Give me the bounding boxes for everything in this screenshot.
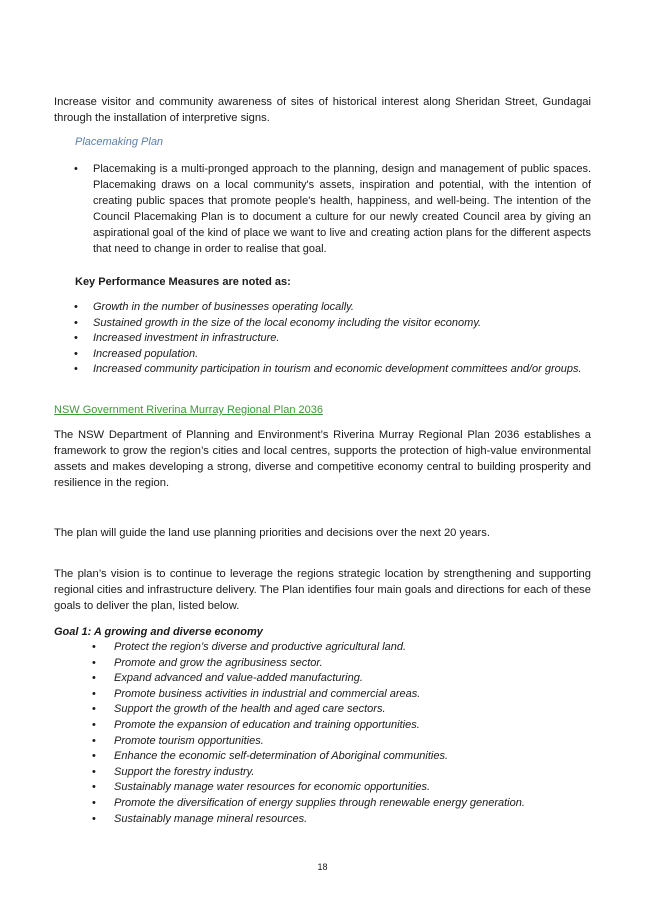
bullet-icon: •: [92, 796, 96, 809]
goal-1-heading: Goal 1: A growing and diverse economy: [54, 626, 263, 638]
bullet-icon: •: [74, 301, 78, 313]
bullet-icon: •: [74, 363, 78, 376]
bullet-icon: •: [92, 672, 96, 685]
list-item: • Protect the region’s diverse and productive agricultural land.: [114, 640, 604, 656]
placemaking-text: Placemaking is a multi-pronged approach to the planning, design and management of public spaces. Placemaking draws on a local community's assets, inspiration and potential, with the intention of creating public spaces that promote people's health, happiness, and well-being. The intention of the Council Placemaking Plan is to document a culture for our newly created Council area by giving an aspirational goal of the kind of place we want to live and creating action plans for the different aspects that need to change in order to realise that goal.: [93, 163, 591, 255]
intro-paragraph: Increase visitor and community awareness of sites of historical interest along Sheridan Street, Gundagai through the installation of interpretive signs.: [54, 96, 591, 124]
list-item: • Sustained growth in the size of the local economy including the visitor economy.: [93, 316, 603, 332]
placemaking-heading: Placemaking Plan: [75, 136, 164, 148]
bullet-icon: •: [92, 656, 96, 669]
list-item: • Expand advanced and value-added manufacturing.: [114, 671, 604, 687]
placemaking-list: [74, 161, 591, 257]
bullet-icon: •: [92, 812, 96, 825]
list-item: • Enhance the economic self-determination of Aboriginal communities.: [114, 749, 604, 765]
list-item: • Sustainably manage mineral resources.: [114, 812, 604, 828]
list-item: • Support the forestry industry.: [114, 765, 604, 781]
list-item: • Promote the expansion of education and training opportunities.: [114, 718, 604, 734]
bullet-icon: •: [92, 641, 96, 653]
bullet-icon: •: [92, 750, 96, 763]
bullet-icon: •: [74, 163, 78, 175]
bullet-icon: •: [92, 703, 96, 716]
bullet-icon: •: [74, 316, 78, 329]
kpm-heading: Key Performance Measures are noted as:: [75, 276, 291, 288]
kpm-list: [74, 300, 603, 378]
regional-plan-paragraph-3: The plan’s vision is to continue to leverage the regions strategic location by strengthening and supporting regional cities and infrastructure delivery. The Plan identifies four main goals and directions for each of these goals to deliver the plan, listed below.: [54, 568, 591, 612]
regional-plan-paragraph-2: The plan will guide the land use planning priorities and decisions over the next 20 years.: [54, 527, 490, 539]
goal-1-list: [92, 640, 604, 827]
list-item: • Promote the diversification of energy supplies through renewable energy generation.: [114, 796, 604, 812]
page-number: 18: [317, 862, 328, 872]
bullet-icon: •: [92, 718, 96, 731]
list-item: • Increased investment in infrastructure.: [93, 331, 603, 347]
bullet-icon: •: [74, 332, 78, 345]
regional-plan-link[interactable]: NSW Government Riverina Murray Regional Plan 2036: [54, 404, 324, 416]
list-item: • Increased population.: [93, 347, 603, 363]
list-item: [74, 161, 591, 257]
bullet-icon: •: [92, 781, 96, 794]
list-item: • Promote business activities in industrial and commercial areas.: [114, 687, 604, 703]
bullet-icon: •: [92, 734, 96, 747]
list-item: • Growth in the number of businesses operating locally.: [93, 300, 603, 316]
bullet-icon: •: [74, 347, 78, 360]
list-item: • Increased community participation in tourism and economic development committees and/or groups.: [93, 362, 603, 378]
bullet-icon: •: [92, 765, 96, 778]
list-item: • Promote and grow the agribusiness sector.: [114, 656, 604, 672]
regional-plan-paragraph-1: The NSW Department of Planning and Environment’s Riverina Murray Regional Plan 2036 establishes a framework to grow the region’s cities and local centres, supports the protection of high-value environmental assets and makes developing a strong, diverse and competitive economy central to building prosperity and resilience in the region.: [54, 429, 591, 489]
list-item: • Support the growth of the health and aged care sectors.: [114, 702, 604, 718]
list-item: • Sustainably manage water resources for economic opportunities.: [114, 780, 604, 796]
bullet-icon: •: [92, 687, 96, 700]
list-item: • Promote tourism opportunities.: [114, 734, 604, 750]
